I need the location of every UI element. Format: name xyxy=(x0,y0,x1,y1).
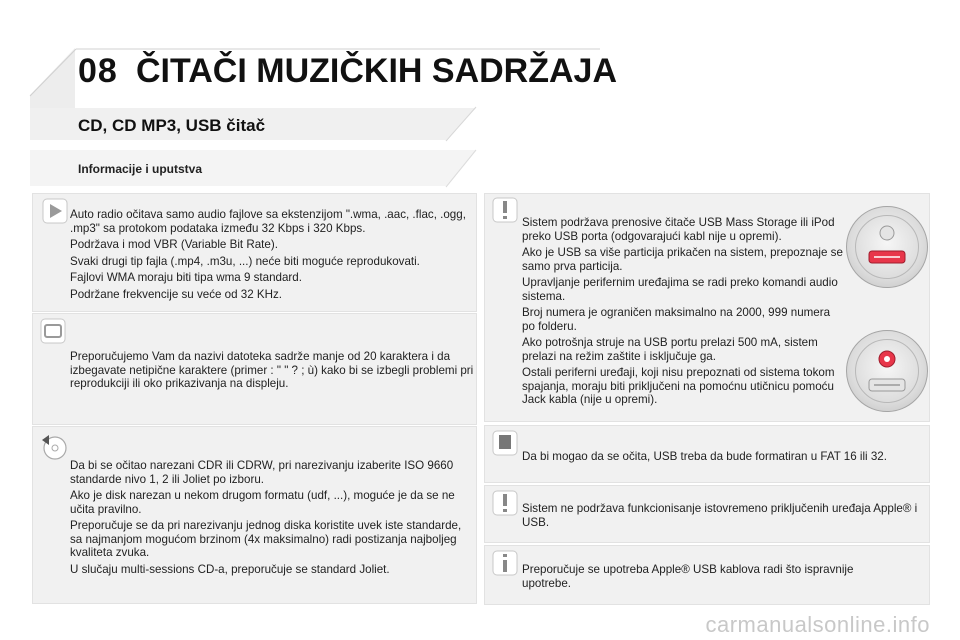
page-subtitle: CD, CD MP3, USB čitač xyxy=(78,116,266,135)
block-apple-text xyxy=(522,502,918,532)
paragraph: Preporučuje se da pri narezivanju jednog diska koristite uvek iste standarde, sa najmanjom mogućom brzinom (4x maksimalno) radi postizanja najboljeg kvaliteta zvuka. xyxy=(70,519,462,559)
paragraph: Upravljanje perifernim uređajima se radi preko komandi audio sistema. xyxy=(522,276,838,303)
paragraph: Podržava i mod VBR (Variable Bit Rate). xyxy=(70,238,278,251)
paragraph: Ako potrošnja struje na USB portu prelazi 500 mA, sistem prelazi na režim zaštite i isključuje ga. xyxy=(522,336,818,363)
paragraph: U slučaju multi-sessions CD-a, preporučuje se standard Joliet. xyxy=(70,562,390,576)
paragraph: Preporučujemo Vam da nazivi datoteka sadrže manje od 20 karaktera i da izbegavate netipične karaktere (primer : " " ? ; ù) kako bi se izbegli problemi pri reprodukciji ili oko prikazivanja na displeju. xyxy=(70,350,474,390)
screen-icon xyxy=(40,318,66,344)
paragraph: Da bi se očitao narezani CDR ili CDRW, pri narezivanju izaberite ISO 9660 standarde nivo 1, 2 ili Joliet po izboru. xyxy=(70,459,454,486)
cd-icon xyxy=(40,433,68,461)
paragraph: Ako je disk narezan u nekom drugom formatu (udf, ...), moguće je da se ne učita pravilno. xyxy=(70,489,455,516)
watermark: carmanualsonline.info xyxy=(705,612,930,637)
warning-exclamation-icon xyxy=(492,197,518,223)
info-i-icon xyxy=(492,550,518,576)
block-formats-text xyxy=(70,208,466,304)
section-title: Informacije i uputstva xyxy=(78,162,203,176)
block-usb-text xyxy=(522,216,844,410)
usb-port-icon xyxy=(847,207,927,287)
paragraph: Preporučuje se upotreba Apple® USB kablova radi što ispravnije upotrebe. xyxy=(522,563,854,590)
jack-port-icon xyxy=(847,331,927,411)
paragraph: Svaki drugi tip fajla (.mp4, .m3u, ...) neće biti moguće reprodukovati. xyxy=(70,254,420,268)
block-filenames-text xyxy=(70,350,474,394)
paragraph: Sistem podržava prenosive čitače USB Mass Storage ili iPod preko USB porta (odgovarajući kabl nije u opremi). xyxy=(522,216,835,243)
paragraph: Ostali periferni uređaji, koji nisu prepoznati od sistema tokom spajanja, moraju biti priključeni na pomoćnu utičnicu pomoću Jack kabla (nije u opremi). xyxy=(522,366,835,406)
block-cd-text xyxy=(70,459,468,579)
paragraph: Da bi mogao da se očita, USB treba da bude formatiran u FAT 16 ili 32. xyxy=(522,450,887,463)
paragraph: Ako je USB sa više particija prikačen na sistem, prepoznaje se samo prva particija. xyxy=(522,246,843,273)
warning-exclamation-icon xyxy=(492,490,518,516)
chapter-title: ČITAČI MUZIČKIH SADRŽAJA xyxy=(136,52,618,90)
paragraph: Broj numera je ograničen maksimalno na 2000, 999 numera po folderu. xyxy=(522,306,831,333)
paragraph: Sistem ne podržava funkcionisanje istovremeno priključenih uređaja Apple® i USB. xyxy=(522,502,918,529)
block-cable-text xyxy=(522,563,902,593)
square-block-icon xyxy=(492,430,518,456)
paragraph: Podržane frekvencije su veće od 32 KHz. xyxy=(70,287,283,301)
chapter-number: 08 xyxy=(78,52,118,90)
play-triangle-icon xyxy=(42,198,68,224)
paragraph: Fajlovi WMA moraju biti tipa wma 9 standard. xyxy=(70,271,302,284)
usb-port-illustration-bottom xyxy=(846,330,928,412)
paragraph: Auto radio očitava samo audio fajlove sa ekstenzijom ".wma, .aac, .flac, .ogg, .mp3" sa protokom podataka između 32 Kbps i 320 Kbps. xyxy=(70,208,466,235)
usb-port-illustration-top xyxy=(846,206,928,288)
block-fat-text xyxy=(522,450,922,467)
